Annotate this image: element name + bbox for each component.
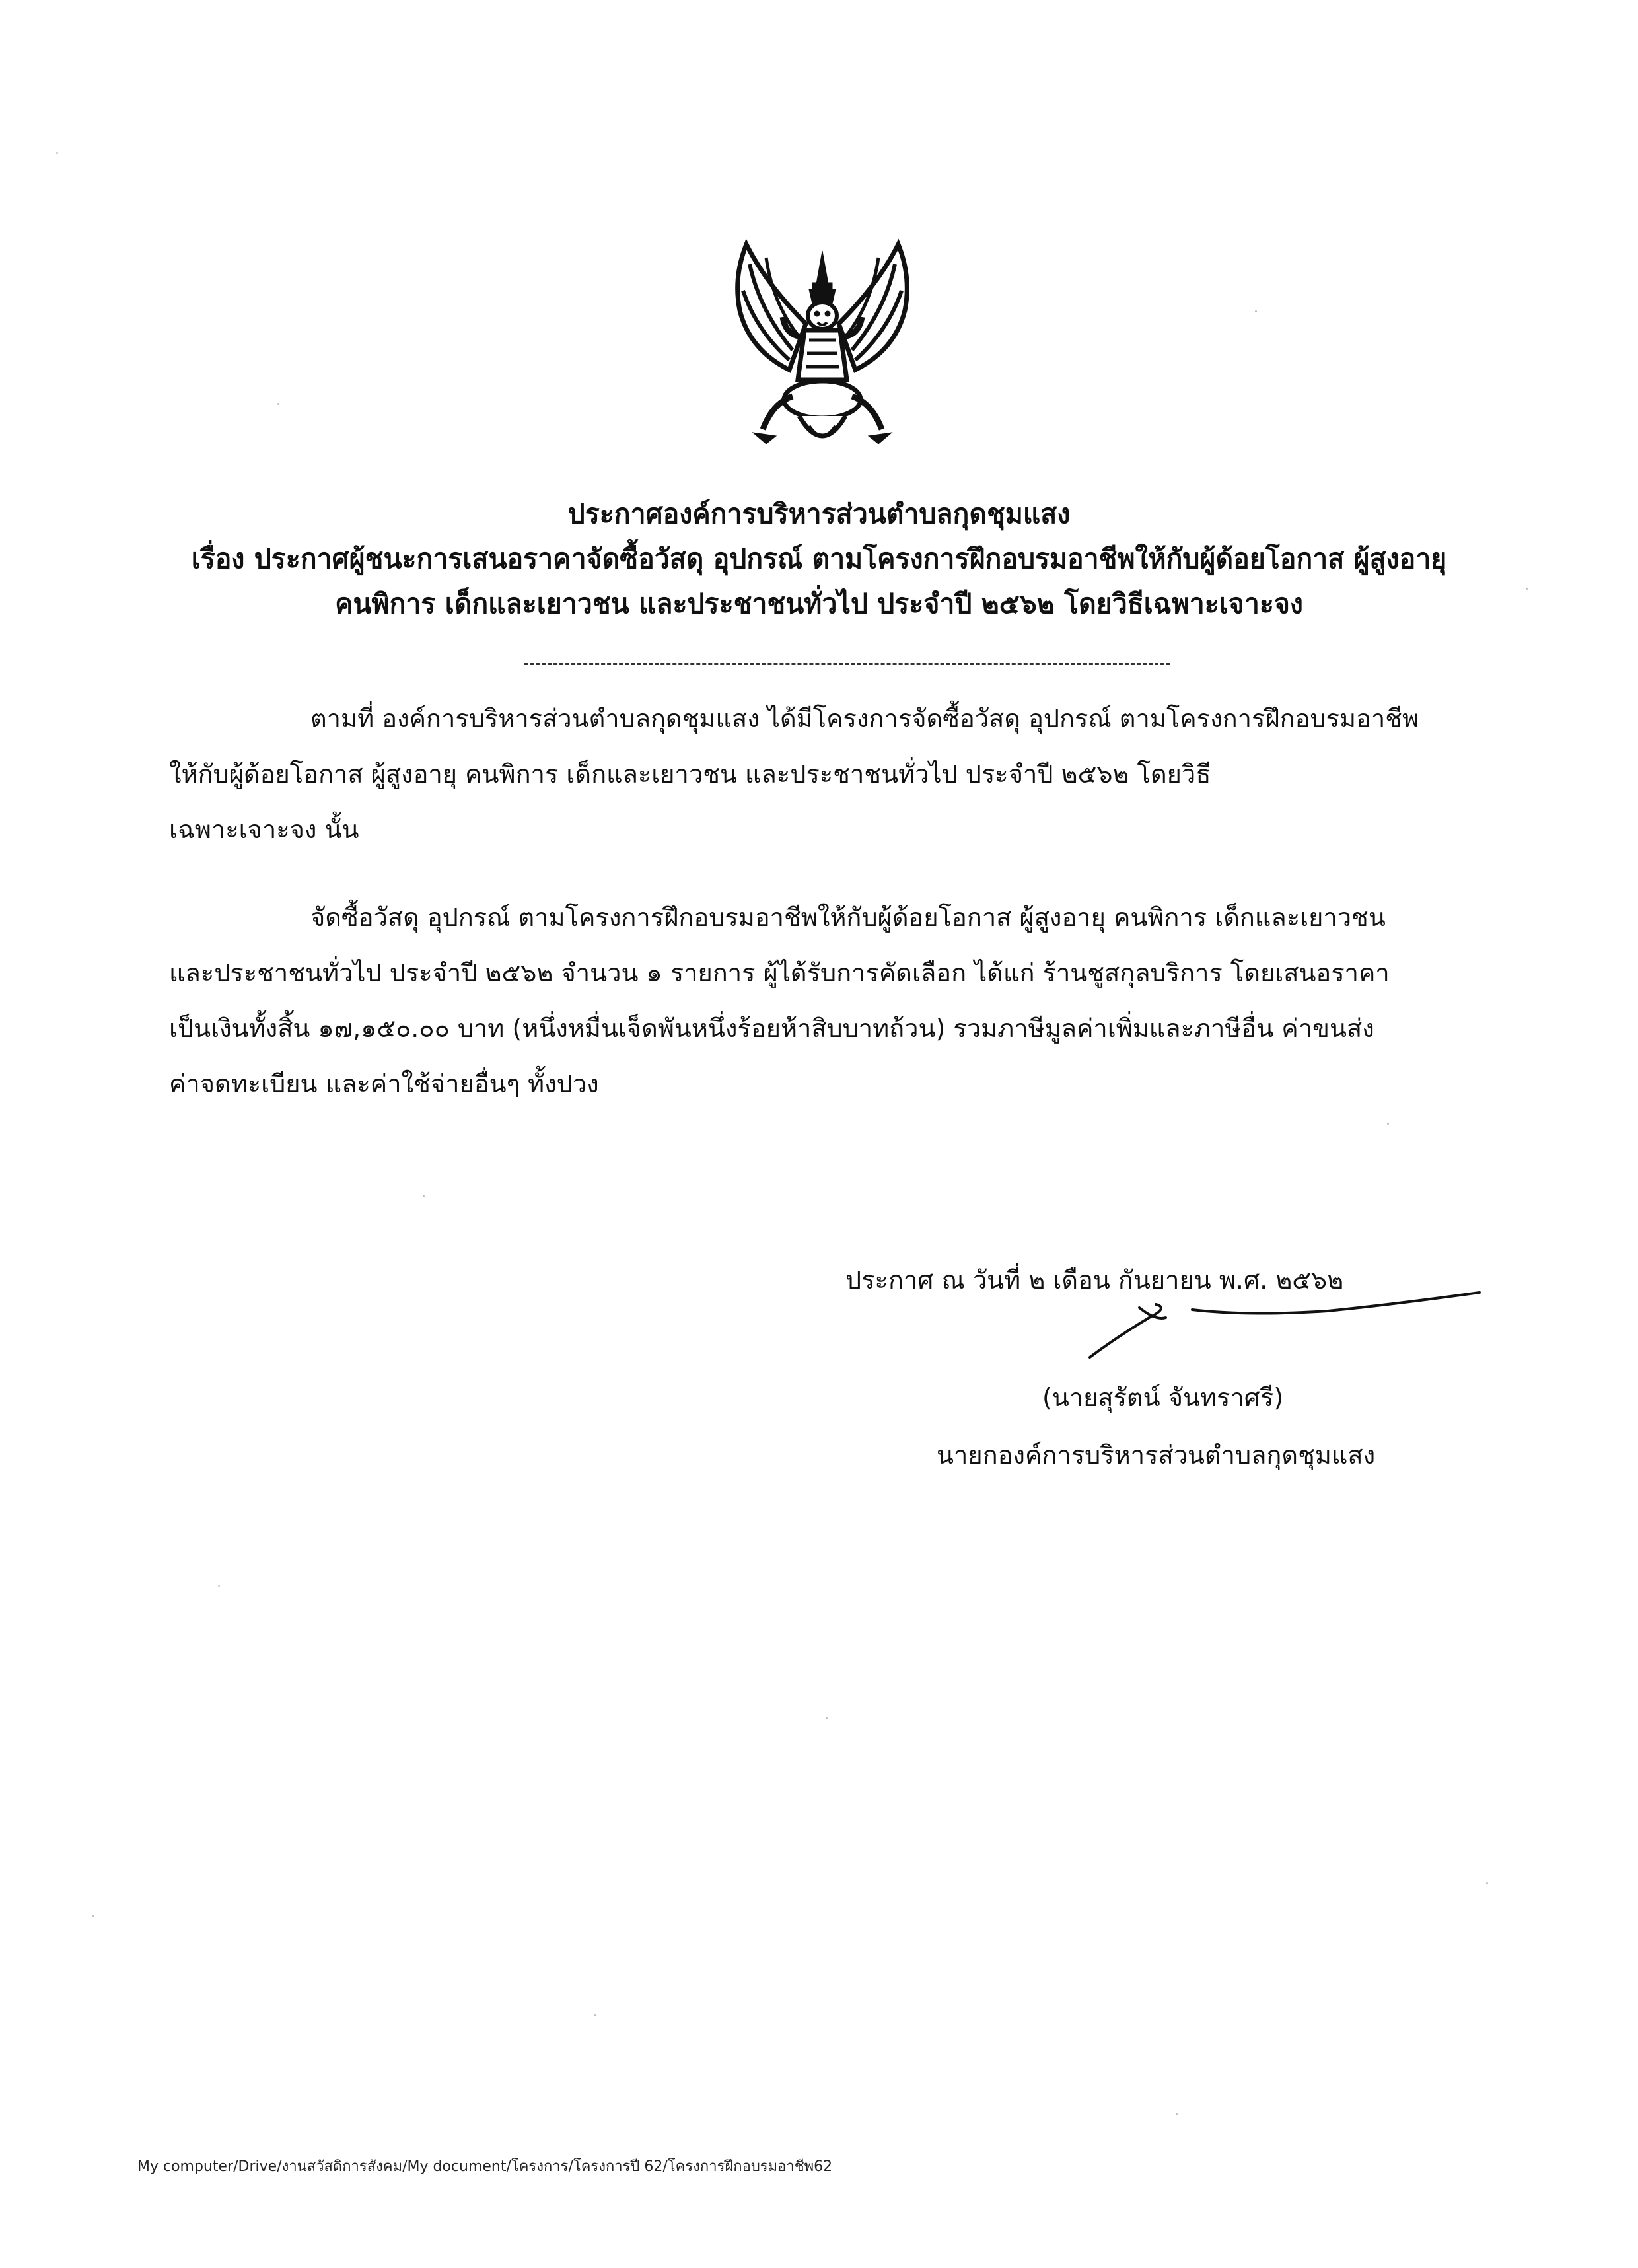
scan-speck <box>277 403 279 405</box>
announcement-subject-continued: คนพิการ เด็กและเยาวชน และประชาชนทั่วไป ประจำปี ๒๕๖๒ โดยวิธีเฉพาะเจาะจง <box>335 588 1303 620</box>
scan-speck <box>594 2014 596 2016</box>
scan-speck <box>56 152 58 154</box>
paragraph1-line3: เฉพาะเจาะจง นั้น <box>169 815 359 844</box>
paragraph2-line4: ค่าจดทะเบียน และค่าใช้จ่ายอื่นๆ ทั้งปวง <box>169 1069 599 1098</box>
footer-file-path: My computer/Drive/งานสวัสดิการสังคม/My document/โครงการ/โครงการปี 62/โครงการฝึกอบรมอาชีพ62 <box>137 2158 833 2175</box>
scan-speck <box>1526 588 1528 590</box>
header-divider <box>524 663 1170 665</box>
garuda-emblem-icon <box>727 238 918 462</box>
paragraph1-line2: ให้กับผู้ด้อยโอกาส ผู้สูงอายุ คนพิการ เด็กและเยาวชน และประชาชนทั่วไป ประจำปี ๒๕๖๒ โดยวิธี <box>169 760 1211 789</box>
scan-speck <box>1255 310 1257 312</box>
paragraph2-line2: และประชาชนทั่วไป ประจำปี ๒๕๖๒ จำนวน ๑ รายการ ผู้ได้รับการคัดเลือก ได้แก่ ร้านชูสกุลบริการ โดยเสนอราคา <box>169 958 1390 987</box>
paragraph2-line3: เป็นเงินทั้งสิ้น ๑๗,๑๕๐.๐๐ บาท (หนึ่งหมื่นเจ็ดพันหนึ่งร้อยห้าสิบบาทถ้วน) รวมภาษีมูลค่าเพิ่มและภาษีอื่น ค่าขนส่ง <box>169 1014 1374 1043</box>
signature-mark <box>1077 1285 1486 1364</box>
scan-speck <box>1176 2113 1178 2115</box>
signatory-position: นายกองค์การบริหารส่วนตำบลกุดชุมแสง <box>937 1440 1376 1470</box>
signatory-name: (นายสุรัตน์ จันทราศรี) <box>1042 1383 1284 1412</box>
announcement-title: ประกาศองค์การบริหารส่วนตำบลกุดชุมแสง <box>567 498 1071 530</box>
paragraph2-line1: จัดซื้อวัสดุ อุปกรณ์ ตามโครงการฝึกอบรมอาชีพให้กับผู้ด้อยโอกาส ผู้สูงอายุ คนพิการ เด็กและเยาวชน <box>310 903 1386 932</box>
paragraph1-line1: ตามที่ องค์การบริหารส่วนตำบลกุดชุมแสง ได้มีโครงการจัดซื้อวัสดุ อุปกรณ์ ตามโครงการฝึกอบรมอาชีพ <box>310 704 1419 733</box>
announcement-date: ประกาศ ณ วันที่ ๒ เดือน กันยายน พ.ศ. ๒๕๖๒ <box>845 1265 1344 1294</box>
scan-speck <box>826 1717 828 1719</box>
scan-speck <box>423 1195 425 1197</box>
scan-speck <box>218 1585 220 1587</box>
scan-speck <box>1387 1123 1389 1125</box>
announcement-subject: เรื่อง ประกาศผู้ชนะการเสนอราคาจัดซื้อวัสดุ อุปกรณ์ ตามโครงการฝึกอบรมอาชีพให้กับผู้ด้อยโอกาส ผู้สูงอายุ <box>191 543 1447 575</box>
scan-speck <box>1486 1882 1488 1884</box>
scan-speck <box>92 1915 94 1917</box>
